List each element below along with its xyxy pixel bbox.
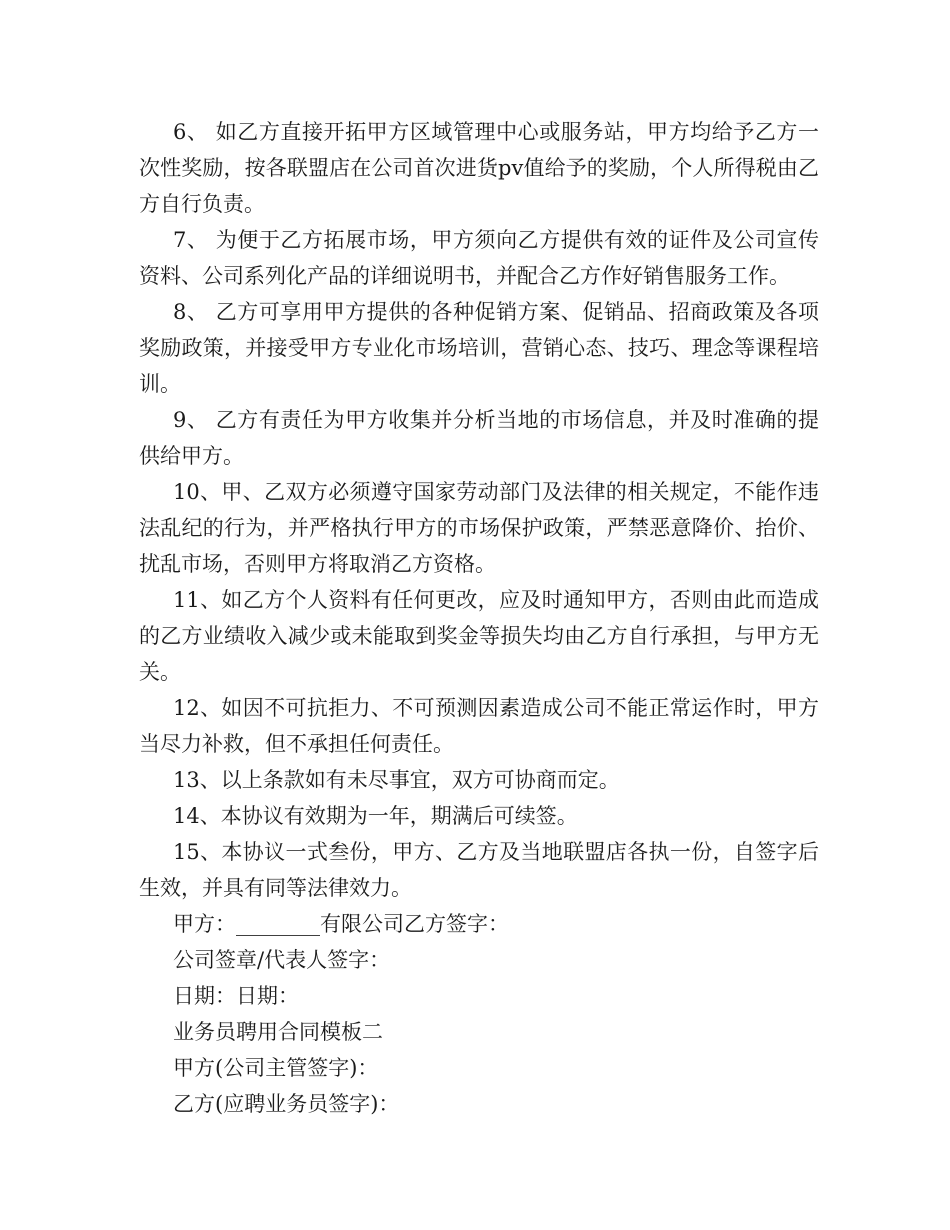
company-seal-line: 公司签章/代表人签字： <box>173 948 391 972</box>
clause-11: 11、如乙方个人资料有任何更改，应及时通知甲方，否则由此而造成的乙方业绩收入减少或未能取到奖金等损失均由乙方自行承担，与甲方无关。 <box>139 588 819 684</box>
clause-9: 9、 乙方有责任为甲方收集并分析当地的市场信息，并及时准确的提供给甲方。 <box>139 408 819 468</box>
clause-8: 8、 乙方可享用甲方提供的各种促销方案、促销品、招商政策及各项奖励政策，并接受甲方专业化市场培训，营销心态、技巧、理念等课程培训。 <box>139 300 819 396</box>
clause-7: 7、 为便于乙方拓展市场，甲方须向乙方提供有效的证件及公司宣传资料、公司系列化产品的详细说明书，并配合乙方作好销售服务工作。 <box>139 228 819 288</box>
document-page <box>139 114 819 1122</box>
clause-6: 6、 如乙方直接开拓甲方区域管理中心或服务站，甲方均给予乙方一次性奖励，按各联盟店在公司首次进货pv值给予的奖励，个人所得税由乙方自行负责。 <box>139 120 819 216</box>
date-line: 日期：日期： <box>173 984 299 1008</box>
clause-15: 15、本协议一式叁份，甲方、乙方及当地联盟店各执一份，自签字后生效，并具有同等法律效力。 <box>139 840 819 900</box>
clause-10: 10、甲、乙双方必须遵守国家劳动部门及法律的相关规定，不能作违法乱纪的行为，并严格执行甲方的市场保护政策，严禁恶意降价、抬价、扰乱市场，否则甲方将取消乙方资格。 <box>139 480 819 576</box>
party-a-manager-signature: 甲方(公司主管签字)： <box>173 1056 379 1080</box>
clause-14: 14、本协议有效期为一年，期满后可续签。 <box>173 804 578 828</box>
party-b-salesman-signature: 乙方(应聘业务员签字)： <box>173 1092 400 1116</box>
clause-12: 12、如因不可抗拒力、不可预测因素造成公司不能正常运作时，甲方当尽力补救，但不承担任何责任。 <box>139 696 819 756</box>
party-a-signature-line: 甲方：________有限公司乙方签字： <box>173 912 509 936</box>
template-title: 业务员聘用合同模板二 <box>173 1020 383 1044</box>
clause-13: 13、以上条款如有未尽事宜，双方可协商而定。 <box>173 768 620 792</box>
